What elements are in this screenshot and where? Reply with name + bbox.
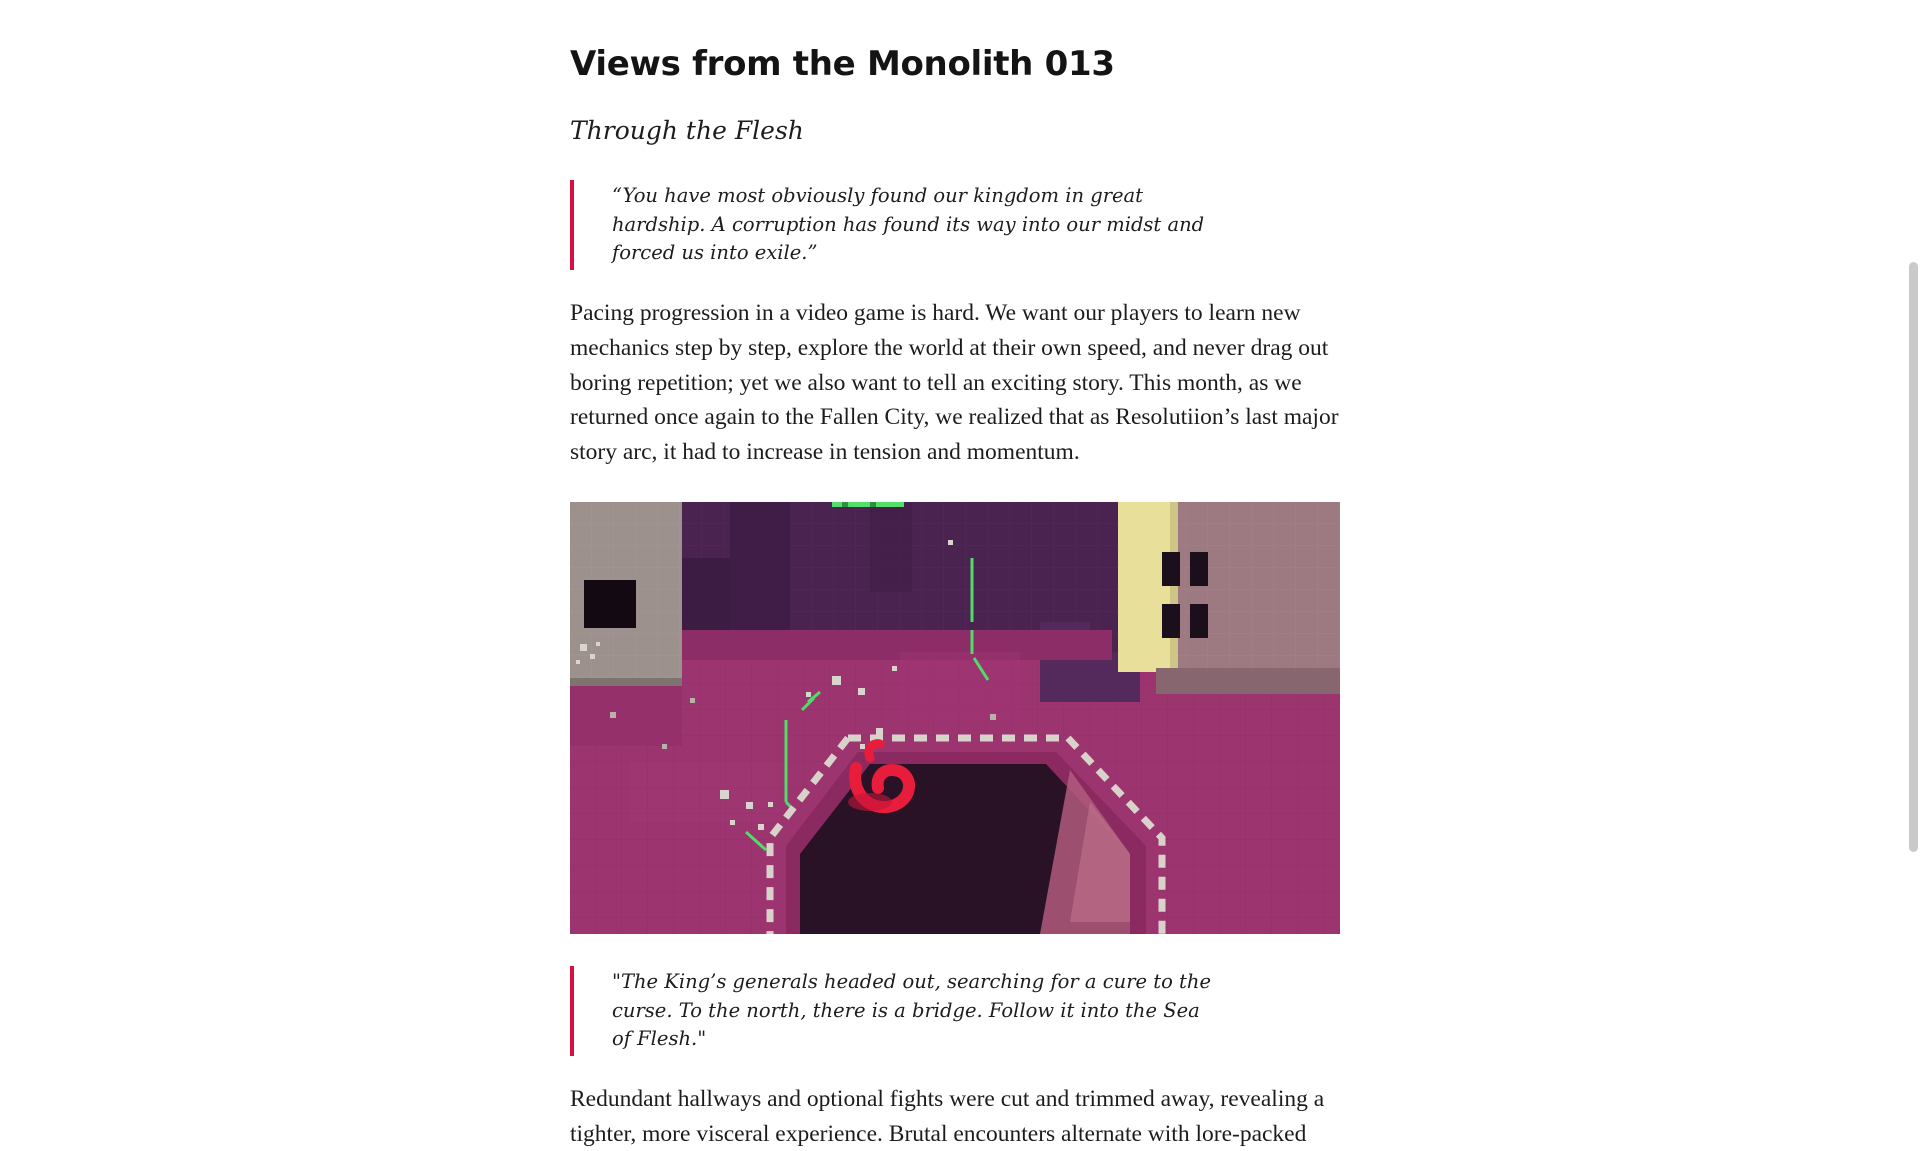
article-container bbox=[570, 0, 1340, 1151]
article-subtitle: Through the Flesh bbox=[570, 115, 804, 145]
vertical-scrollbar[interactable] bbox=[1905, 0, 1920, 1080]
body-paragraph-second: Redundant hallways and optional fights were cut and trimmed away, revealing a tighter, more visceral experience. Brutal encounters alternate with lore-packed bbox=[570, 1085, 1325, 1147]
article-figure bbox=[570, 502, 1340, 934]
pullquote-first-text: “You have most obviously found our kingdom in great hardship. A corruption has found its way into our midst and forced us into exile.” bbox=[612, 184, 1205, 265]
game-screenshot-image bbox=[570, 502, 1340, 934]
pullquote-second-text: "The King’s generals headed out, searching for a cure to the curse. To the north, there is a bridge. Follow it into the Sea of Flesh." bbox=[612, 969, 1211, 1051]
page-title: Views from the Monolith 013 bbox=[570, 44, 1115, 84]
pullquote-first bbox=[570, 180, 1340, 270]
pullquote-second bbox=[570, 966, 1340, 1056]
scrollbar-thumb[interactable] bbox=[1909, 262, 1918, 852]
body-paragraph-first: Pacing progression in a video game is hard. We want our players to learn new mechanics step by step, explore the world at their own speed, and never drag out boring repetition; yet we also want to tell an exciting story. This month, as we returned once again to the Fallen City, we realized that as Resolutiion’s last major story arc, it had to increase in tension and momentum. bbox=[570, 300, 1339, 466]
